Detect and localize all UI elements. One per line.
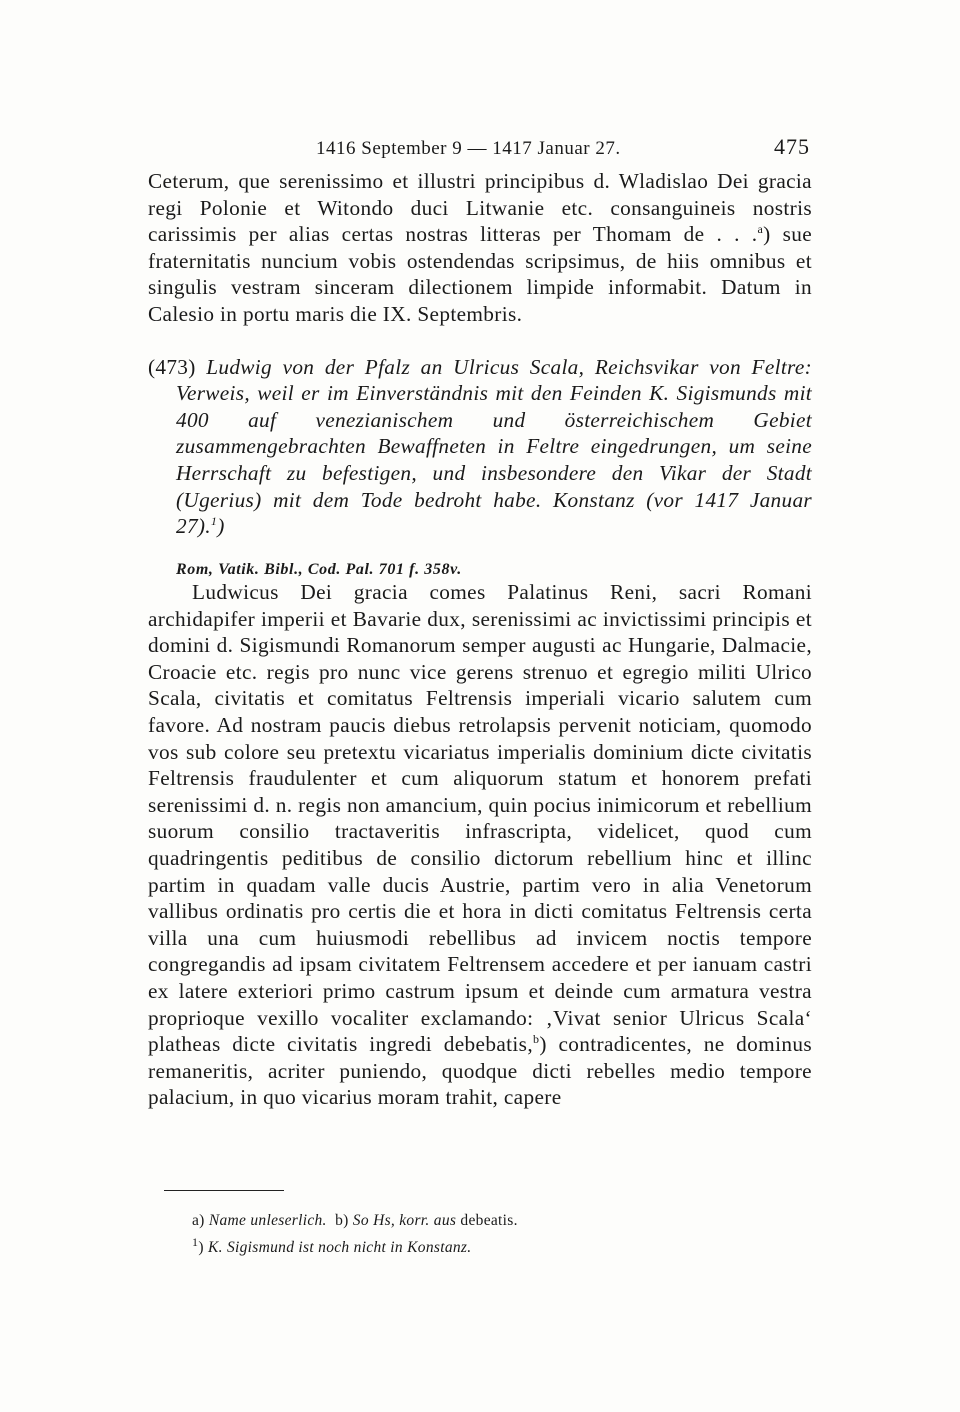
footnote-ref-1: 1 xyxy=(210,514,218,529)
footnote-1-text: K. Sigismund ist noch nicht in Konstanz. xyxy=(207,1239,472,1256)
page-number: 475 xyxy=(774,134,810,159)
running-header xyxy=(148,134,812,168)
footnote-b-text-1: So Hs, korr. xyxy=(352,1212,430,1229)
footnote-ref-a: a xyxy=(757,222,764,237)
letter-text xyxy=(148,579,812,1111)
continuation-paragraph xyxy=(148,168,812,328)
footnotes xyxy=(164,1190,764,1261)
footnote-1-label: 1 xyxy=(192,1234,199,1249)
document-number: (473) xyxy=(148,354,196,379)
footnote-a-text: Name unleserlich. xyxy=(208,1212,327,1229)
header-dates: 1416 September 9 — 1417 Januar 27. xyxy=(316,138,621,159)
page xyxy=(148,134,813,1111)
letter-text-2: ) contradicentes, ne dominus remaneritis, acriter puniendo, quodque dicti rebelles medio tempore palacium, in quo vicarius moram trahit, capere xyxy=(148,1032,812,1110)
footnote-1-paren: ) xyxy=(198,1239,204,1256)
footnote-ref-1-paren: ) xyxy=(217,514,225,539)
footnote-divider xyxy=(164,1190,284,1191)
letter-text-1: Ludwicus Dei gracia comes Palatinus Reni, sacri Romani archidapifer imperii et Bavarie dux, serenissimi ac invictissimi principis et domini d. Sigismundi Romanorum semper augusti ac Hungarie, Dalmacie, Croacie etc. regis pro nunc vice gerens strenuo et egregio militi Ulrico Scala, civitatis et comitatus Feltrensis imperiali vicario salutem cum favore. Ad nostram paucis diebus retrolapsis pervenit noticiam, quomodo vos sub colore seu pretextu vicariatus imperialis dominium dicte civitatis Feltrensis fraudulenter et cum aliquorum statum et honorem prefati serenissimi d. n. regis non amancium, quin pocius inimicorum et rebellium suorum consilio tractaveritis infrascripta, videlicet, quod cum quadringentis peditibus de consilio dictorum rebellium hinc et illinc partim in quadam valle ducis Austrie, partim vero in alia Venetorum vallibus ordinatis pro certis die et hora in dicti comitatus Feltrensis certa villa una cum huiusmodi rebellibus ad invicem noctis tempore congregandis ad ipsam civitatem Feltrensem accedere et per ianuam castri ex latere exteriori primo castrum ipsum et deinde cum armatura vestra proprioque vexillo vocaliter exclamando: ‚Vivat senior Ulricus Scala‘ platheas dicte civitatis ingredi debebatis, xyxy=(148,580,812,1057)
footnote-a-label: a) xyxy=(192,1212,205,1229)
source-citation: Rom, Vatik. Bibl., Cod. Pal. 701 f. 358v. xyxy=(176,561,462,579)
footnote-1 xyxy=(192,1234,764,1261)
footnote-b-text-3: debeatis. xyxy=(460,1212,518,1229)
footnote-ref-b: b xyxy=(533,1032,540,1047)
footnote-b-label: b) xyxy=(335,1212,349,1229)
regest-summary: Ludwig von der Pfalz an Ulricus Scala, Reichsvikar von Feltre: Verweis, weil er im Einverständnis mit den Feinden K. Sigismunds mit 400 auf venezianischem und österreichischem Gebiet zusammengebrachten Bewaffneten in Feltre eingedrungen, um seine Herrschaft zu befestigen, und insbesondere den Vikar der Stadt (Ugerius) mit dem Tode bedroht habe. Konstanz (vor 1417 Januar 27). xyxy=(176,354,812,539)
document-regest xyxy=(148,354,812,540)
continuation-text-2: ) sue fraternitatis nuncium vobis ostendendas scripsimus, de hiis omnibus et singulis vestram sinceram dilectionem limpide informabit. Datum in Calesio in portu maris die IX. Septembris. xyxy=(148,222,813,326)
footnote-a xyxy=(192,1207,764,1234)
continuation-text-1: Ceterum, que serenissimo et illustri principibus d. Wladislao Dei gracia regi Polonie et Witondo duci Litwanie etc. consanguineis nostris carissimis per alias certas nostras litteras per Thomam de . . . xyxy=(148,169,812,247)
footnote-b-text-2: aus xyxy=(433,1212,457,1229)
